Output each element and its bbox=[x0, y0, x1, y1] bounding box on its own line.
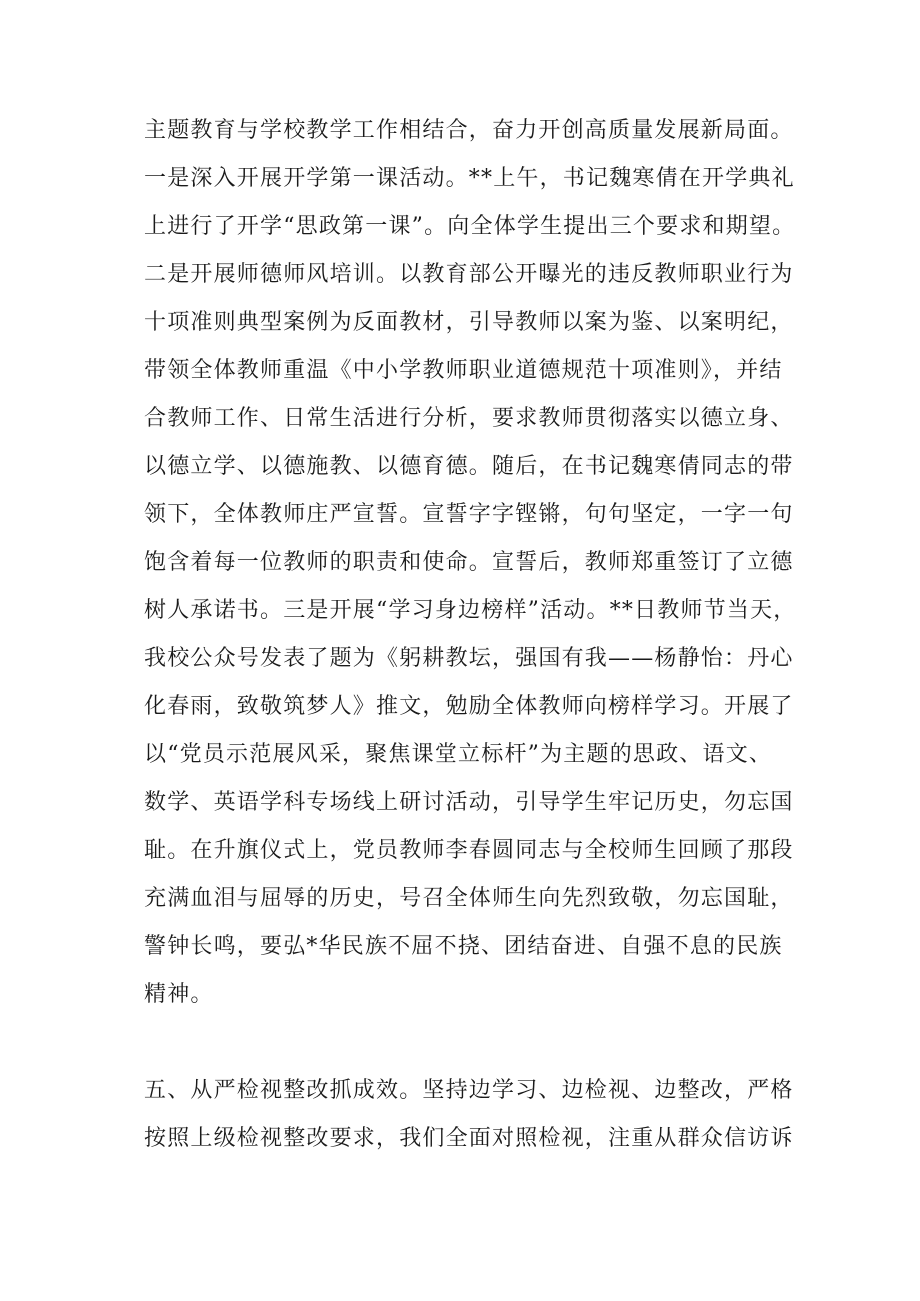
text-line: 以“党员示范展风采，聚焦课堂立标杆”为主题的思政、语文、 bbox=[144, 742, 773, 767]
text-line: 警钟长鸣，要弘*华民族不屈不挠、团结奋进、自强不息的民族 bbox=[144, 934, 783, 959]
text-line: 数学、英语学科专场线上研讨活动，引导学生牢记历史，勿忘国 bbox=[144, 790, 794, 815]
text-line: 合教师工作、日常生活进行分析，要求教师贯彻落实以德立身、 bbox=[144, 406, 794, 431]
text-line: 十项准则典型案例为反面教材，引导教师以案为鉴、以案明纪， bbox=[144, 310, 794, 335]
text-line: 树人承诺书。三是开展“学习身边榜样”活动。**日教师节当天， bbox=[144, 598, 797, 623]
text-line: 耻。在升旗仪式上，党员教师李春圆同志与全校师生回顾了那段 bbox=[144, 838, 794, 863]
text-line: 化春雨，致敬筑梦人》推文，勉励全体教师向榜样学习。开展了 bbox=[144, 694, 794, 719]
text-line: 按照上级检视整改要求，我们全面对照检视，注重从群众信访诉 bbox=[144, 1126, 794, 1151]
text-line: 充满血泪与屈辱的历史，号召全体师生向先烈致敬，勿忘国耻， bbox=[144, 886, 794, 911]
text-line: 饱含着每一位教师的职责和使命。宣誓后，教师郑重签订了立德 bbox=[144, 550, 794, 575]
text-line: 我校公众号发表了题为《躬耕教坛，强国有我——杨静怡：丹心 bbox=[144, 646, 794, 671]
text-line: 以德立学、以德施教、以德育德。随后，在书记魏寒倩同志的带 bbox=[144, 454, 794, 479]
text-line: 上进行了开学“思政第一课”。向全体学生提出三个要求和期望。 bbox=[144, 214, 796, 239]
text-line: 带领全体教师重温《中小学教师职业道德规范十项准则》，并结 bbox=[144, 358, 783, 383]
text-line: 五、从严检视整改抓成效。坚持边学习、边检视、边整改，严格 bbox=[144, 1078, 794, 1103]
text-line: 二是开展师德师风培训。以教育部公开曝光的违反教师职业行为 bbox=[144, 262, 794, 287]
text-line: 一是深入开展开学第一课活动。**上午，书记魏寒倩在开学典礼 bbox=[144, 166, 795, 191]
text-line: 领下，全体教师庄严宣誓。宣誓字字铿锵，句句坚定，一字一句 bbox=[144, 502, 794, 527]
text-line: 精神。 bbox=[144, 982, 214, 1007]
text-line: 主题教育与学校教学工作相结合，奋力开创高质量发展新局面。 bbox=[144, 118, 794, 143]
